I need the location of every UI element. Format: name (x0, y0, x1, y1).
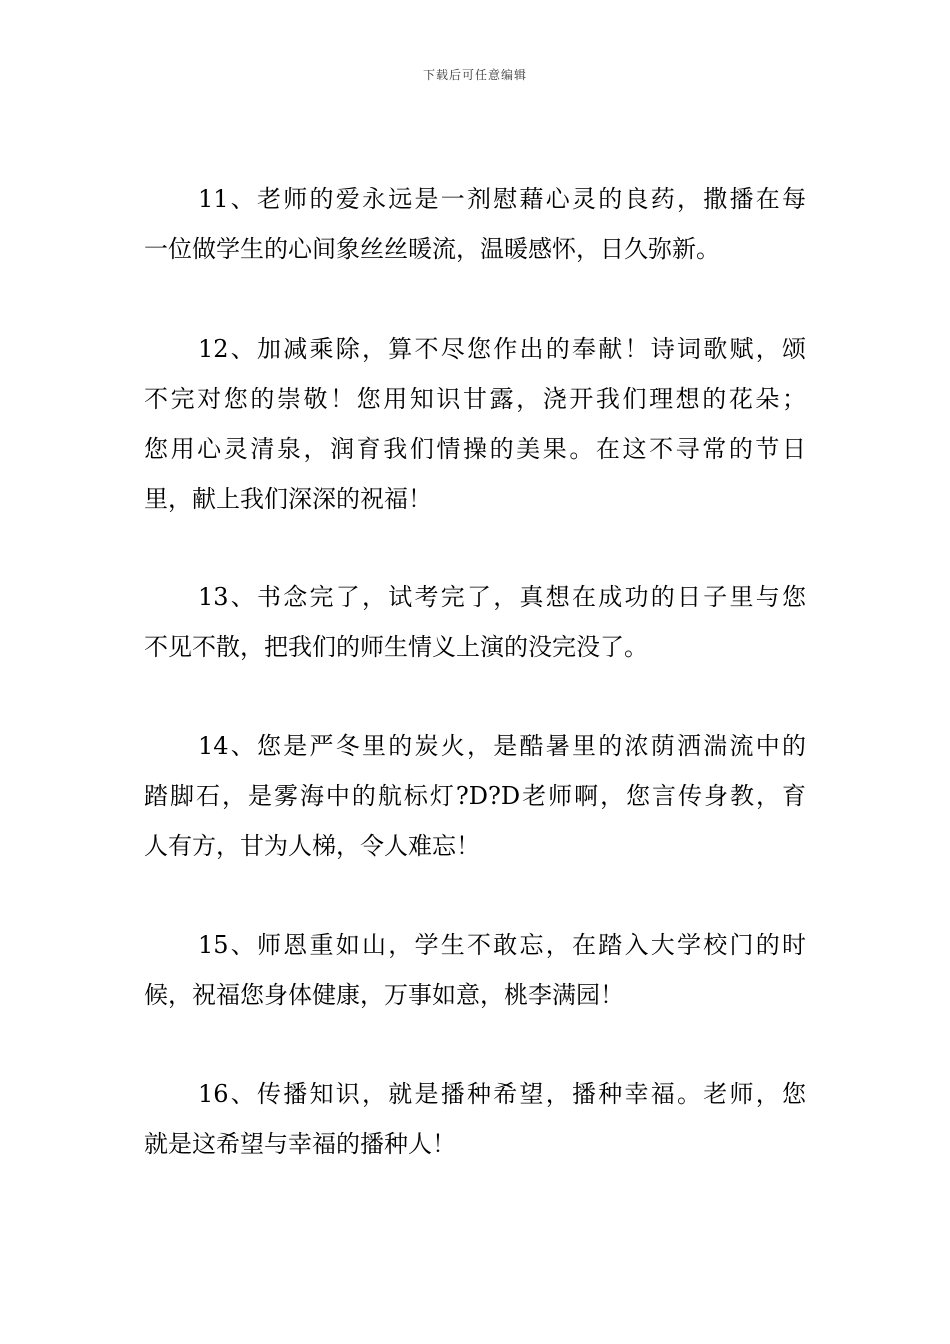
paragraph-13 (144, 572, 806, 672)
paragraph-line: 就是这希望与幸福的播种人！ (144, 1130, 456, 1158)
paragraph-line: 12、加减乘除，算不尽您作出的奉献！诗词歌赋，颂 (198, 335, 806, 363)
paragraph-line: 14、您是严冬里的炭火，是酷暑里的浓荫洒湍流中的 (198, 732, 806, 760)
paragraph-line: 13、书念完了，试考完了，真想在成功的日子里与您 (198, 583, 806, 611)
paragraph-12 (144, 324, 806, 524)
paragraph-line: 一位做学生的心间象丝丝暖流，温暖感怀，日久弥新。 (144, 235, 720, 263)
paragraph-line: 人有方，甘为人梯，令人难忘！ (144, 832, 480, 860)
paragraph-line: 15、师恩重如山，学生不敢忘，在踏入大学校门的时 (198, 931, 806, 959)
paragraph-line: 您用心灵清泉，润育我们情操的美果。在这不寻常的节日 (144, 435, 806, 463)
paragraph-line: 里，献上我们深深的祝福！ (144, 485, 432, 513)
paragraph-11 (144, 174, 806, 274)
paragraph-line: 16、传播知识，就是播种希望，播种幸福。老师，您 (198, 1080, 806, 1108)
paragraph-15 (144, 920, 806, 1020)
paragraph-line: 不完对您的崇敬！您用知识甘露，浇开我们理想的花朵； (144, 385, 806, 413)
header-note: 下载后可任意编辑 (422, 68, 527, 82)
paragraph-line: 候，祝福您身体健康，万事如意，桃李满园！ (144, 981, 624, 1009)
paragraph-line: 不见不散，把我们的师生情义上演的没完没了。 (144, 633, 648, 661)
paragraph-16 (144, 1069, 806, 1169)
paragraph-line: 11、老师的爱永远是一剂慰藉心灵的良药，撒播在每 (198, 185, 806, 213)
paragraph-14 (144, 721, 806, 871)
paragraph-line: 踏脚石，是雾海中的航标灯?D?D老师啊，您言传身教，育 (144, 782, 806, 810)
